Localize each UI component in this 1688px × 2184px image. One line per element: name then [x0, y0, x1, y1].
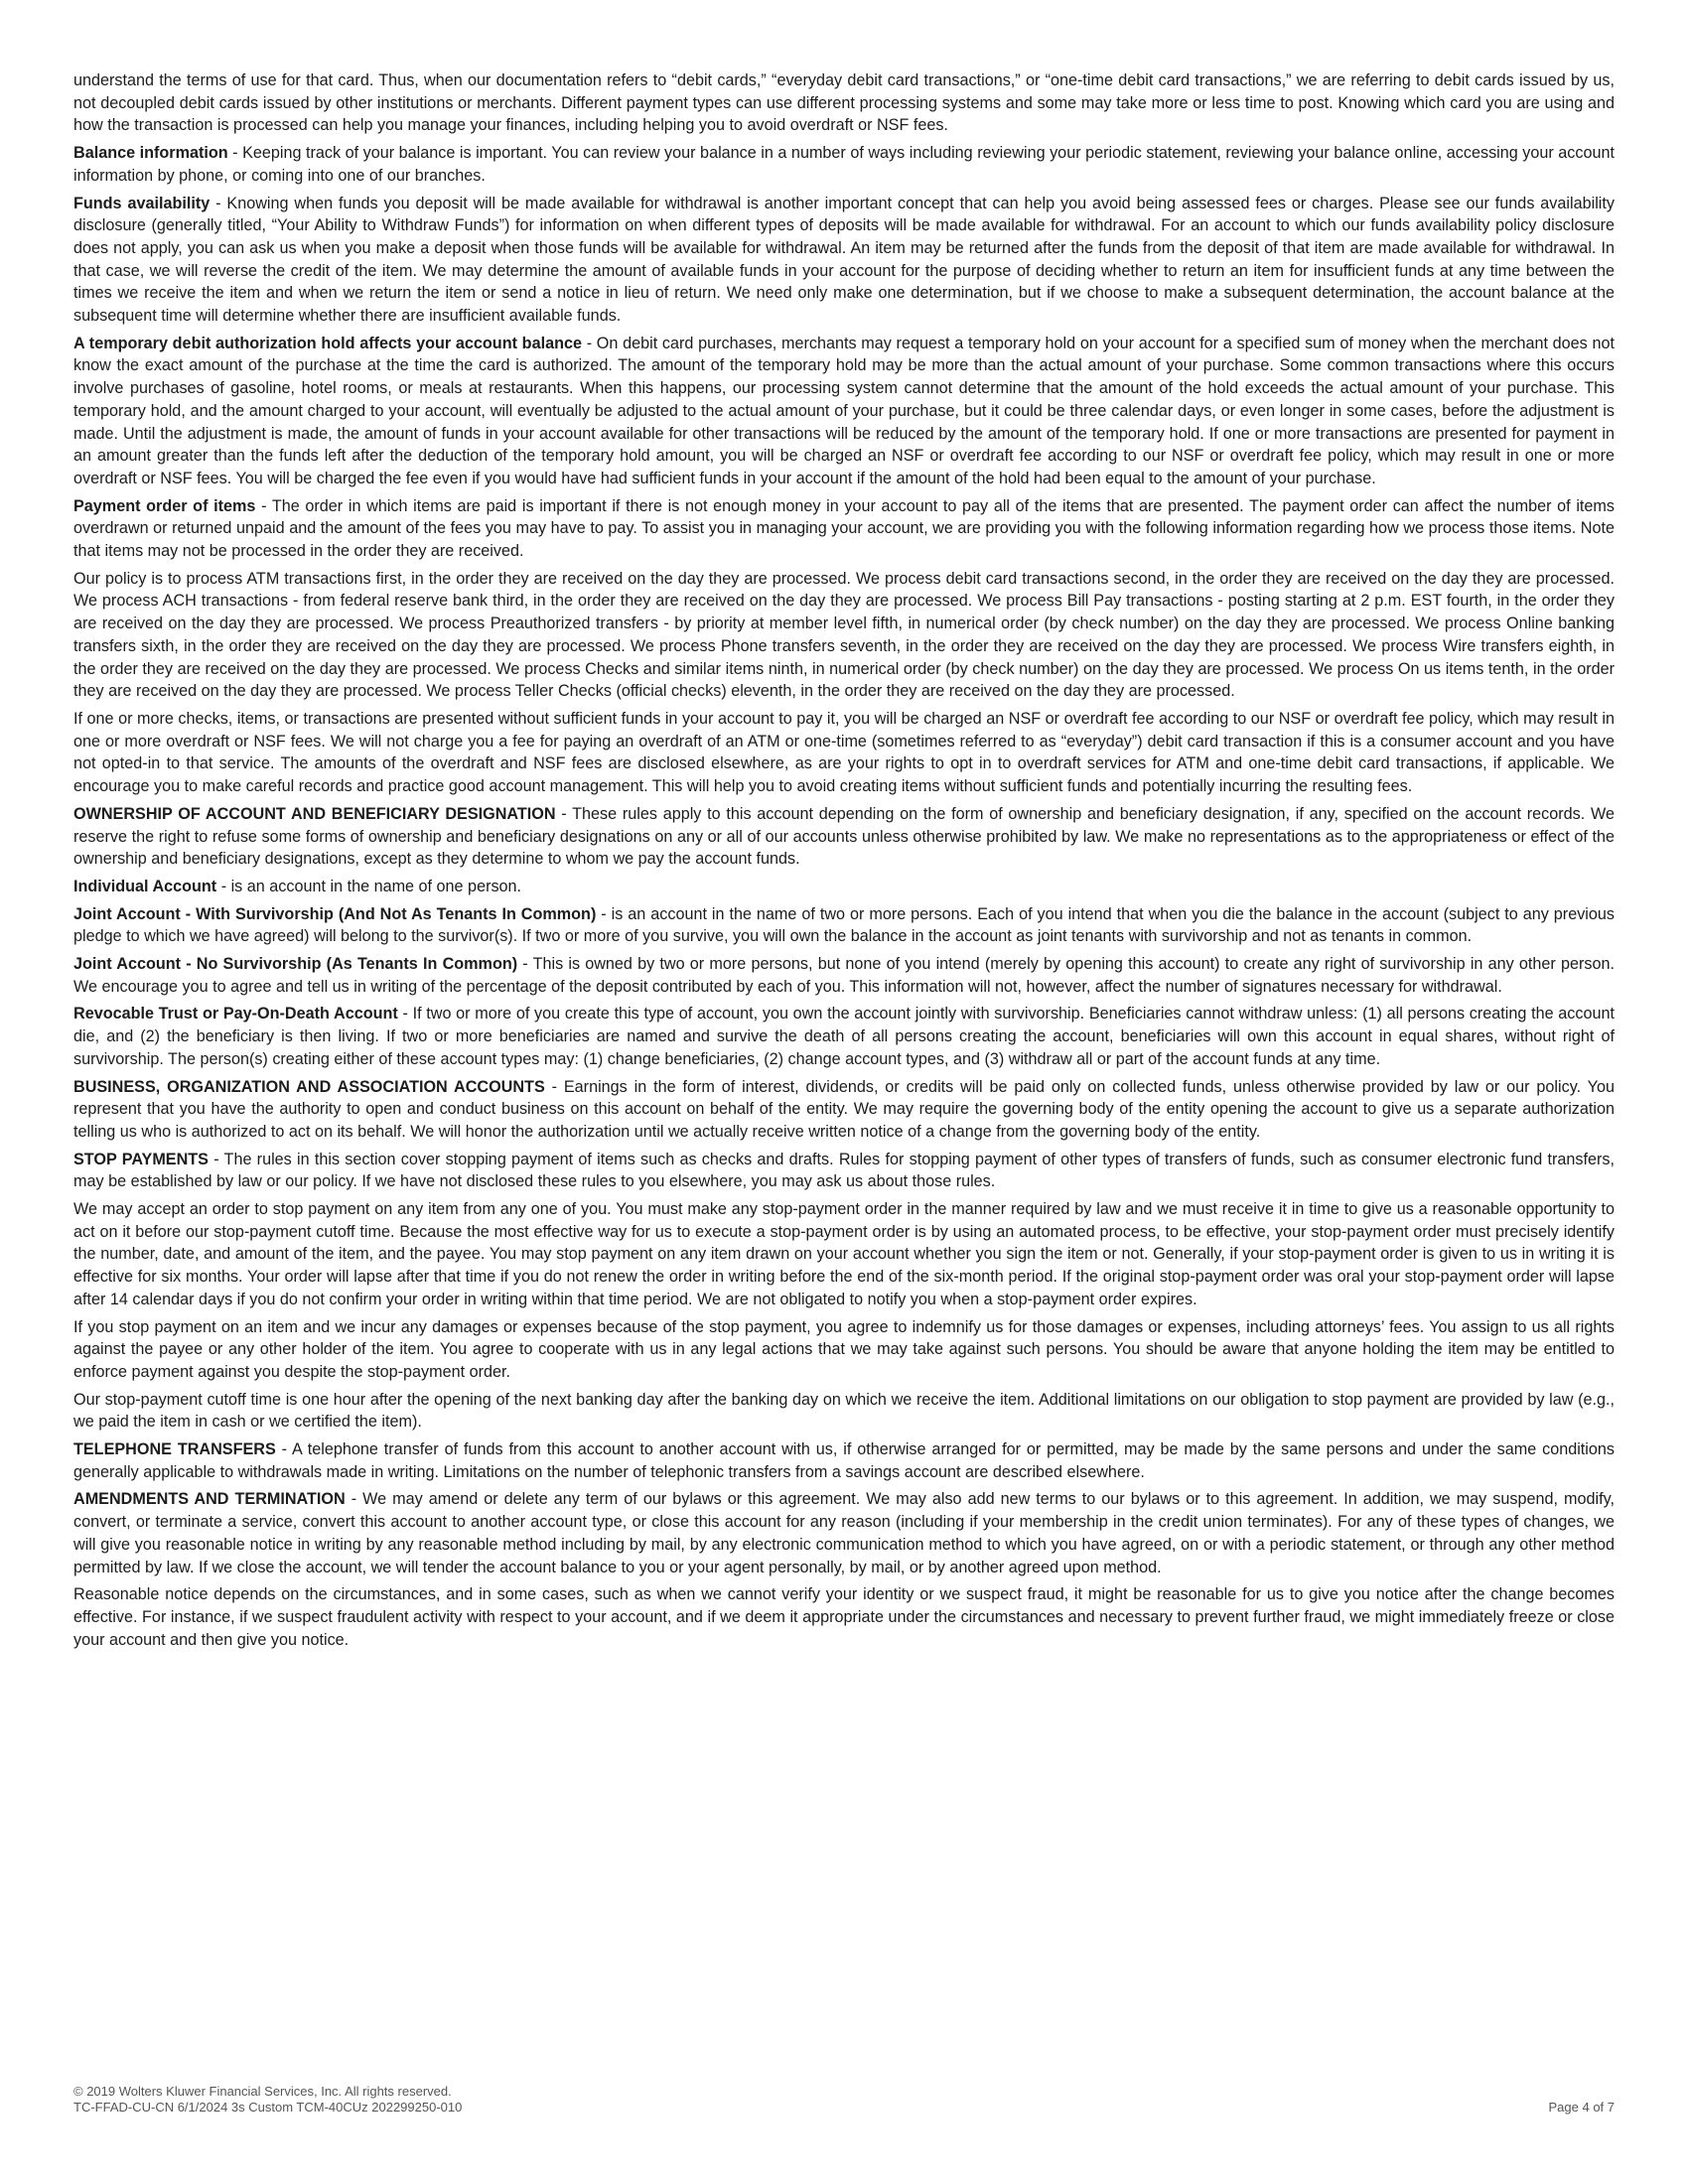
paragraph-heading: OWNERSHIP OF ACCOUNT AND BENEFICIARY DESIGNATION — [73, 804, 556, 823]
paragraph-amendments — [73, 1488, 1615, 1578]
paragraph-text: - is an account in the name of two or more persons. Each of you intend that when you die the balance in the account (subject to any previous pledge to which we have agreed) will belong to the survivor(s). If two or more of you survive, you will own the balance in the account as joint tenants with survivorship and not as tenants in common. — [73, 904, 1615, 946]
paragraph-text: - On debit card purchases, merchants may request a temporary hold on your account for a specified sum of money when the merchant does not know the exact amount of the purchase at the time the card is authorized. The amount of the temporary hold may be more than the actual amount of your purchase. Some common transactions where this occurs involve purchases of gasoline, hotel rooms, or meals at restaurants. When this happens, our processing system cannot determine that the amount of the hold exceeds the actual amount of your purchase. This temporary hold, and the amount charged to your account, will eventually be adjusted to the actual amount of your purchase, but it could be three calendar days, or even longer in some cases, before the adjustment is made. Until the adjustment is made, the amount of funds in your account available for other transactions will be reduced by the amount of the temporary hold. If one or more transactions are presented for payment in an amount greater than the funds left after the deduction of the temporary hold amount, you will be charged an NSF or overdraft fee according to our NSF or overdraft fee policy, which may result in one or more overdraft or NSF fees. You will be charged the fee even if you would have had sufficient funds in your account if the amount of the hold had been equal to the amount of your purchase. — [73, 334, 1615, 487]
footer-form-id: TC-FFAD-CU-CN 6/1/2024 3s Custom TCM-40CUz 202299250-010 — [73, 2100, 463, 2115]
paragraph-heading: Individual Account — [73, 877, 217, 895]
paragraph-heading: STOP PAYMENTS — [73, 1150, 209, 1168]
paragraph-text: - These rules apply to this account depending on the form of ownership and beneficiary designation, if any, specified on the account records. We reserve the right to refuse some forms of ownership and beneficiary designations on any or all of our accounts unless otherwise prohibited by law. We make no representations as to the appropriateness or effect of the ownership and beneficiary designations, except as they determine to whom we pay the account funds. — [73, 804, 1615, 869]
paragraph-heading: Joint Account - No Survivorship (As Tenants In Common) — [73, 955, 518, 974]
paragraph-card-terms — [73, 69, 1615, 137]
paragraph-joint-with-survivorship — [73, 903, 1615, 948]
paragraph-heading: TELEPHONE TRANSFERS — [73, 1440, 276, 1459]
paragraph-reasonable-notice — [73, 1583, 1615, 1651]
paragraph-ownership — [73, 803, 1615, 871]
paragraph-text: - Keeping track of your balance is important. You can review your balance in a number of ways including reviewing your periodic statement, reviewing your balance online, accessing your account information by phone, or coming into one of our branches. — [73, 144, 1615, 185]
paragraph-payment-order — [73, 495, 1615, 563]
paragraph-text: If one or more checks, items, or transactions are presented without sufficient funds in your account to pay it, you will be charged an NSF or overdraft fee according to our NSF or overdraft fee policy, which may result in one or more overdraft or NSF fees. We will not charge you a fee for paying an overdraft of an ATM or one-time (sometimes referred to as “everyday”) debit card transaction if this is a consumer account and you have not opted-in to that service. The amounts of the overdraft and NSF fees are disclosed elsewhere, as are your rights to opt in to overdraft services for ATM and one-time debit card transactions, if applicable. We encourage you to make careful records and practice good account management. This will help you to avoid creating items without sufficient funds and potentially incurring the resulting fees. — [73, 709, 1615, 796]
paragraph-text: If you stop payment on an item and we incur any damages or expenses because of the stop payment, you agree to indemnify us for those damages or expenses, including attorneys’ fees. You assign to us all rights against the payee or any other holder of the item. You agree to cooperate with us in any legal actions that we may take against such persons. You should be aware that anyone holding the item may be entitled to enforce payment against you despite the stop-payment order. — [73, 1317, 1615, 1381]
paragraph-heading: Joint Account - With Survivorship (And Not As Tenants In Common) — [73, 904, 597, 923]
paragraph-text: - is an account in the name of one person. — [216, 877, 522, 895]
paragraph-telephone-transfers — [73, 1438, 1615, 1483]
paragraph-heading: BUSINESS, ORGANIZATION AND ASSOCIATION ACCOUNTS — [73, 1077, 545, 1096]
paragraph-text: Our policy is to process ATM transactions first, in the order they are received on the day they are processed. We process debit card transactions second, in the order they are received on the day they are processed. We process ACH transactions - from federal reserve bank third, in the order they are received on the day they are processed. We process Bill Pay transactions - posting starting at 2 p.m. EST fourth, in the order they are received on the day they are processed. We process Preauthorized transfers - by priority at member level fifth, in numerical order (by check number) on the day they are processed. We process Online banking transfers sixth, in the order they are received on the day they are processed. We process Phone transfers seventh, in the order they are received on the day they are processed. We process Wire transfers eighth, in the order they are received on the day they are processed. We process Checks and similar items ninth, in numerical order (by check number) on the day they are processed. We process On us items tenth, in the order they are received on the day they are processed. We process Teller Checks (official checks) eleventh, in the order they are received on the day they are processed. — [73, 569, 1615, 701]
paragraph-joint-no-survivorship — [73, 953, 1615, 998]
paragraph-temporary-hold — [73, 333, 1615, 490]
paragraph-stop-payments — [73, 1149, 1615, 1193]
paragraph-heading: Payment order of items — [73, 496, 256, 515]
paragraph-revocable-trust — [73, 1003, 1615, 1070]
paragraph-stop-payment-order — [73, 1198, 1615, 1311]
paragraph-text: - A telephone transfer of funds from this account to another account with us, if otherwise arranged for or permitted, may be made by the same persons and under the same conditions generally applicable to withdrawals made in writing. Limitations on the number of telephonic transfers from a savings account are described elsewhere. — [73, 1440, 1615, 1481]
paragraph-text: - The order in which items are paid is important if there is not enough money in your account to pay all of the items that are presented. The payment order can affect the number of items overdrawn or returned unpaid and the amount of the fees you may have to pay. To assist you in managing your account, we are providing you with the following information regarding how we process those items. Note that items may not be processed in the order they are received. — [73, 496, 1615, 561]
paragraph-text: - We may amend or delete any term of our bylaws or this agreement. We may also add new terms to our bylaws or to this agreement. In addition, we may suspend, modify, convert, or terminate a service, convert this account to another account type, or close this account for any reason (including if your membership in the credit union terminates). For any of these types of changes, we will give you reasonable notice in writing by any reasonable method including by mail, by any electronic communication method to which you have agreed, on or with a periodic statement, or through any other method permitted by law. If we close the account, we will tender the account balance to you or your agent personally, by mail, or by another agreed upon method. — [73, 1490, 1615, 1576]
paragraph-individual-account — [73, 876, 1615, 898]
page-number: Page 4 of 7 — [1548, 2100, 1615, 2115]
paragraph-heading: A temporary debit authorization hold affects your account balance — [73, 334, 582, 352]
paragraph-heading: AMENDMENTS AND TERMINATION — [73, 1490, 346, 1509]
paragraph-heading: Revocable Trust or Pay-On-Death Account — [73, 1005, 398, 1024]
footer-copyright: © 2019 Wolters Kluwer Financial Services, Inc. All rights reserved. — [73, 2084, 452, 2099]
paragraph-stop-payment-cutoff — [73, 1389, 1615, 1433]
paragraph-text: We may accept an order to stop payment on any item from any one of you. You must make any stop-payment order in the manner required by law and we must receive it in time to give us a reasonable opportunity to act on it before our stop-payment cutoff time. Because the most effective way for us to execute a stop-payment order is by using an automated process, to be effective, your stop-payment order must precisely identify the number, date, and amount of the item, and the payee. You may stop payment on any item drawn on your account whether you sign the item or not. Generally, if your stop-payment order is given to us in writing it is effective for six months. Your order will lapse after that time if you do not renew the order in writing before the end of the six-month period. If the original stop-payment order was oral your stop-payment order will lapse after 14 calendar days if you do not confirm your order in writing within that time period. We are not obligated to notify you when a stop-payment order expires. — [73, 1200, 1615, 1308]
paragraph-processing-policy — [73, 568, 1615, 703]
paragraph-funds-availability — [73, 193, 1615, 328]
paragraph-text: - The rules in this section cover stopping payment of items such as checks and drafts. Rules for stopping payment of other types of transfers of funds, such as consumer electronic fund transfers, may be established by law or our policy. If we have not disclosed these rules to you elsewhere, you may ask us about those rules. — [73, 1150, 1615, 1191]
paragraph-text: - Knowing when funds you deposit will be made available for withdrawal is another important concept that can help you avoid being assessed fees or charges. Please see our funds availability disclosure (generally titled, “Your Ability to Withdraw Funds”) for information on when different types of deposits will be made available for withdrawal. For an account to which our funds availability policy disclosure does not apply, you can ask us when you make a deposit when those funds will be available for withdrawal. An item may be returned after the funds from the deposit of that item are made available for withdrawal. In that case, we will reverse the credit of the item. We may determine the amount of available funds in your account for the purpose of deciding whether to return an item for insufficient funds at any time between the times we receive the item and when we return the item or send a notice in lieu of return. We need only make one determination, but if we choose to make a subsequent determination, the account balance at the subsequent time will determine whether there are insufficient available funds. — [73, 194, 1615, 326]
footer-left — [73, 2084, 462, 2116]
paragraph-text: Reasonable notice depends on the circumstances, and in some cases, such as when we cannot verify your identity or we suspect fraud, it might be reasonable for us to give you notice after the change becomes effective. For instance, if we suspect fraudulent activity with respect to your account, and if we deem it appropriate under the circumstances and necessary to prevent further fraud, we might immediately freeze or close your account and then give you notice. — [73, 1585, 1615, 1649]
paragraph-heading: Balance information — [73, 144, 228, 163]
paragraph-stop-payment-indemnify — [73, 1316, 1615, 1384]
paragraph-balance-information — [73, 142, 1615, 187]
paragraph-text: understand the terms of use for that card. Thus, when our documentation refers to “debit cards,” “everyday debit card transactions,” or “one-time debit card transactions,” we are referring to debit cards issued by us, not decoupled debit cards issued by other institutions or merchants. Different payment types can use different processing systems and some may take more or less time to post. Knowing which card you are using and how the transaction is processed can help you manage your finances, including helping you to avoid overdraft or NSF fees. — [73, 71, 1615, 135]
paragraph-text: - Earnings in the form of interest, dividends, or credits will be paid only on collected funds, unless otherwise provided by law or our policy. You represent that you have the authority to open and conduct business on this account on behalf of the entity. We may require the governing body of the entity opening the account to give us a separate authorization telling us who is authorized to act on its behalf. We will honor the authorization until we actually receive written notice of a change from the governing body of the entity. — [73, 1077, 1615, 1141]
paragraph-text: Our stop-payment cutoff time is one hour after the opening of the next banking day after the banking day on which we receive the item. Additional limitations on our obligation to stop payment are provided by law (e.g., we paid the item in cash or we certified the item). — [73, 1390, 1615, 1432]
paragraph-text: - This is owned by two or more persons, but none of you intend (merely by opening this account) to create any right of survivorship in any other person. We encourage you to agree and tell us in writing of the percentage of the deposit contributed by each of you. This information will not, however, affect the number of signatures necessary for withdrawal. — [73, 955, 1615, 996]
paragraph-text: - If two or more of you create this type of account, you own the account jointly with survivorship. Beneficiaries cannot withdraw unless: (1) all persons creating the account die, and (2) the beneficiary is then living. If two or more beneficiaries are named and survive the death of all persons creating the account, beneficiaries will own this account in equal shares, without right of survivorship. The person(s) creating either of these account types may: (1) change beneficiaries, (2) change account types, and (3) withdraw all or part of the account funds at any time. — [73, 1005, 1615, 1068]
paragraph-business-accounts — [73, 1076, 1615, 1144]
paragraph-insufficient-funds — [73, 708, 1615, 798]
document-body — [73, 69, 1615, 1656]
paragraph-heading: Funds availability — [73, 194, 211, 212]
